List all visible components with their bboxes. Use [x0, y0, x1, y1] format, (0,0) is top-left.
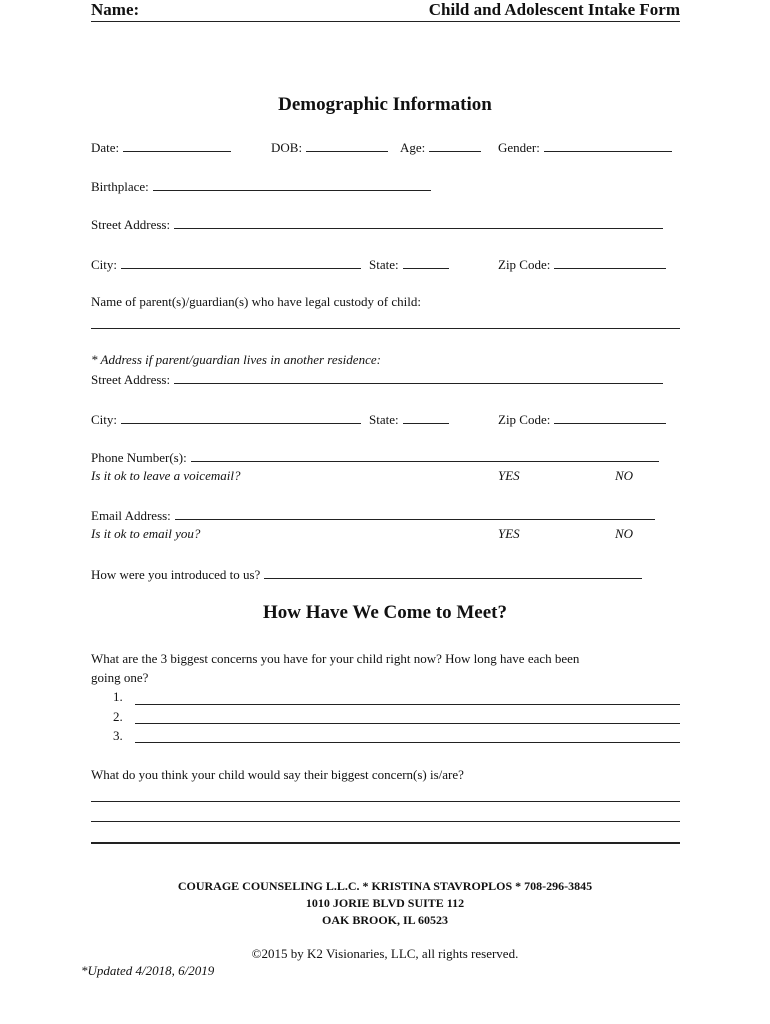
street-address-label: Street Address:: [91, 217, 171, 232]
date-field[interactable]: [91, 139, 231, 156]
voicemail-yes-option[interactable]: YES: [498, 468, 520, 483]
child-concern-line-1[interactable]: [91, 801, 680, 802]
city-line[interactable]: [121, 256, 361, 269]
birthplace-line[interactable]: [153, 178, 431, 191]
voicemail-question: Is it ok to leave a voicemail?: [91, 468, 241, 483]
age-line[interactable]: [429, 139, 481, 152]
zip-label: Zip Code:: [498, 257, 551, 272]
alt-state-label: State:: [369, 412, 399, 427]
introduced-field[interactable]: [91, 566, 642, 583]
alt-street-address-label: Street Address:: [91, 372, 171, 387]
form-title: Child and Adolescent Intake Form: [428, 0, 680, 19]
child-concern-line-2[interactable]: [91, 821, 680, 822]
birthplace-label: Birthplace:: [91, 179, 149, 194]
footer-divider: [91, 842, 680, 844]
alt-state-line[interactable]: [403, 411, 449, 424]
email-no-option[interactable]: NO: [615, 526, 634, 541]
alt-zip-field[interactable]: [498, 411, 666, 428]
zip-line[interactable]: [554, 256, 666, 269]
dob-label: DOB:: [271, 140, 303, 155]
introduced-label: How were you introduced to us?: [91, 567, 261, 582]
concerns-question-line1: What are the 3 biggest concerns you have for your child right now? How long have each been: [91, 651, 580, 666]
birthplace-field[interactable]: [91, 178, 431, 195]
email-label: Email Address:: [91, 508, 171, 523]
alt-street-address-line[interactable]: [174, 371, 663, 384]
updated-note: *Updated 4/2018, 6/2019: [81, 963, 215, 978]
footer-address-line: 1010 JORIE BLVD SUITE 112: [305, 896, 465, 910]
phone-label: Phone Number(s):: [91, 450, 187, 465]
city-field[interactable]: [91, 256, 361, 273]
dob-line[interactable]: [306, 139, 388, 152]
parent-guardian-label: Name of parent(s)/guardian(s) who have legal custody of child:: [91, 294, 421, 309]
street-address-field[interactable]: [91, 216, 663, 233]
date-label: Date:: [91, 140, 120, 155]
phone-line[interactable]: [191, 449, 659, 462]
voicemail-no-option[interactable]: NO: [615, 468, 634, 483]
gender-field[interactable]: [498, 139, 672, 156]
child-concern-question: What do you think your child would say their biggest concern(s) is/are?: [91, 767, 464, 782]
email-yes-option[interactable]: YES: [498, 526, 520, 541]
street-address-line[interactable]: [174, 216, 663, 229]
alt-city-line[interactable]: [121, 411, 361, 424]
concern-number-2: 2.: [113, 709, 123, 724]
age-label: Age:: [400, 140, 426, 155]
state-field[interactable]: [369, 256, 449, 273]
alt-zip-label: Zip Code:: [498, 412, 551, 427]
phone-field[interactable]: [91, 449, 659, 466]
city-label: City:: [91, 257, 118, 272]
introduced-line[interactable]: [264, 566, 642, 579]
email-question: Is it ok to email you?: [91, 526, 201, 541]
copyright-notice: ©2015 by K2 Visionaries, LLC, all rights reserved.: [251, 946, 519, 961]
meet-section-title: How Have We Come to Meet?: [263, 602, 507, 623]
gender-line[interactable]: [544, 139, 672, 152]
alt-city-field[interactable]: [91, 411, 361, 428]
state-line[interactable]: [403, 256, 449, 269]
footer-company-line: COURAGE COUNSELING L.L.C. * KRISTINA STAVROPLOS * 708-296-3845: [177, 879, 593, 893]
demographic-section-title: Demographic Information: [278, 94, 492, 115]
email-field[interactable]: [91, 507, 655, 524]
concern-number-1: 1.: [113, 689, 123, 704]
zip-field[interactable]: [498, 256, 666, 273]
alt-state-field[interactable]: [369, 411, 449, 428]
concern-line-3[interactable]: [135, 742, 680, 743]
concern-line-2[interactable]: [135, 723, 680, 724]
parent-guardian-line[interactable]: [91, 328, 680, 329]
age-field[interactable]: [400, 139, 481, 156]
email-line[interactable]: [175, 507, 655, 520]
state-label: State:: [369, 257, 399, 272]
gender-label: Gender:: [498, 140, 540, 155]
alt-address-note: * Address if parent/guardian lives in another residence:: [91, 352, 381, 367]
footer-city-line: OAK BROOK, IL 60523: [321, 913, 449, 927]
alt-city-label: City:: [91, 412, 118, 427]
alt-street-address-field[interactable]: [91, 371, 663, 388]
concerns-question-line2: going one?: [91, 670, 149, 685]
name-label: Name:: [91, 0, 140, 19]
concern-number-3: 3.: [113, 728, 123, 743]
alt-zip-line[interactable]: [554, 411, 666, 424]
concern-line-1[interactable]: [135, 704, 680, 705]
header-rule: [91, 21, 680, 22]
date-line[interactable]: [123, 139, 231, 152]
dob-field[interactable]: [271, 139, 388, 156]
